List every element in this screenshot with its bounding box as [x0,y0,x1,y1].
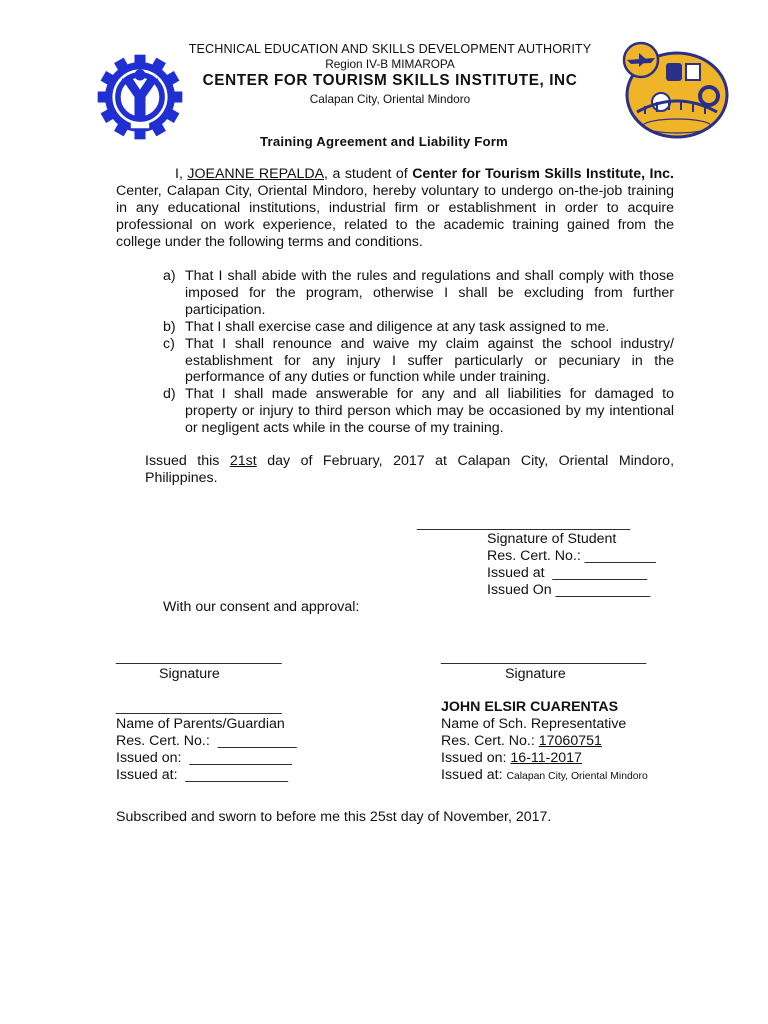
student-name: JOEANNE REPALDA [187,166,325,182]
issued-day: 21st [229,453,257,469]
rep-issued-at: Issued at: Calapan City, Oriental Mindoro [441,767,648,783]
sworn-statement: Subscribed and sworn to before me this 25st day of November, 2017. [116,809,552,825]
institute-location: Calapan City, Oriental Mindoro [309,92,471,106]
parent-signature-line: _____________________ [116,649,282,665]
region-name: Region IV-B MIMAROPA [325,57,455,71]
student-signature-label: Signature of Student [487,531,617,547]
term-item: b) That I shall exercise case and diligence at any task assigned to me. [163,318,610,335]
rep-cert-no: Res. Cert. No.: 17060751 [441,733,602,749]
student-issued-at: Issued at ____________ [487,565,648,581]
school-name: Center for Tourism Skills Institute, Inc. [412,166,674,182]
consent-text: With our consent and approval: [163,599,360,615]
rep-signature-label: Signature [505,666,566,682]
rep-issued-on: Issued on: 16-11-2017 [441,750,582,766]
institute-logo [611,40,733,140]
student-issued-on: Issued On ____________ [487,582,651,598]
parent-cert-no: Res. Cert. No.: __________ [116,733,297,749]
parent-name-label: Name of Parents/Guardian [116,716,285,732]
parent-issued-at: Issued at: _____________ [116,767,288,783]
form-title: Training Agreement and Liability Form [260,134,508,149]
rep-name: JOHN ELSIR CUARENTAS [441,699,619,715]
term-item: c) That I shall renounce and waive my claim against the school industry/ establishment for any injury I suffer particularly or pecuniary in the performance of any duties or function while under training. [163,335,674,386]
term-item: a) That I shall abide with the rules and regulations and shall comply with those imposed for the program, otherwise I shall be excluding from further participation. [163,268,674,318]
issued-statement: Issued this 21st day of February, 2017 at Calapan City, Oriental Mindoro, Philippines. [145,453,675,486]
agency-name: TECHNICAL EDUCATION AND SKILLS DEVELOPMENT AUTHORITY [188,42,592,56]
parent-name-line: _____________________ [116,699,282,715]
rep-signature-line: __________________________ [441,649,647,665]
parent-signature-label: Signature [159,666,220,682]
student-signature-line: ___________________________ [417,515,631,531]
term-item: d) That I shall made answerable for any and all liabilities for damaged to property or injury to third person which may be occasioned by my intentional or negligent acts while in the course of my training. [163,386,674,437]
student-cert-no: Res. Cert. No.: _________ [487,548,656,564]
intro-paragraph: I, JOEANNE REPALDA, a student of Center for Tourism Skills Institute, Inc. Center, Calapan City, Oriental Mindoro, hereby voluntary to undergo on-the-job training in any educational institutions, industrial firm or establishment in order to acquire professional on work experience, related to the academic training gained from the college under the following terms and conditions. [116,166,674,250]
institute-name: CENTER FOR TOURISM SKILLS INSTITUTE, INC [202,72,578,89]
terms-list [163,268,674,437]
rep-name-label: Name of Sch. Representative [441,716,627,732]
parent-issued-on: Issued on: _____________ [116,750,292,766]
